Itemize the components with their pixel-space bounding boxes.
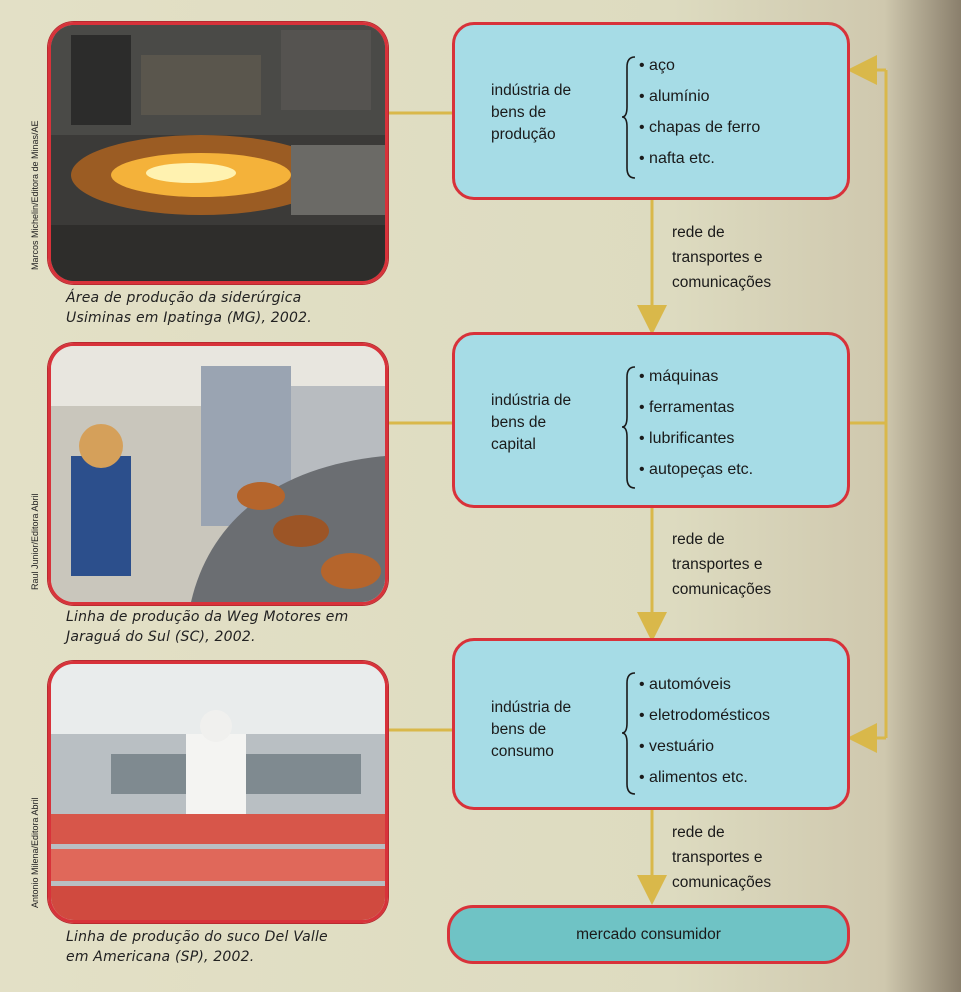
box-title: indústria de bens de consumo (491, 699, 572, 760)
brace-icon (621, 55, 639, 180)
photo-caption-2: Linha de produção da Weg Motores em Jaraguá do Sul (SC), 2002. (66, 609, 349, 645)
list-item: • lubrificantes (639, 423, 753, 454)
photo-credit-3: Antonio Milena/Editora Abril (30, 797, 40, 908)
list-item: • nafta etc. (639, 143, 760, 174)
box-title: indústria de bens de produção (491, 82, 572, 143)
brace-icon (621, 671, 639, 796)
list-item: • vestuário (639, 731, 770, 762)
box-consumer-goods (452, 638, 850, 810)
photo-caption-3: Linha de produção do suco Del Valle em Americana (SP), 2002. (66, 929, 328, 965)
box-title: indústria de bens de capital (491, 392, 572, 453)
list-item: • autopeças etc. (639, 454, 753, 485)
photo-caption-1: Área de produção da siderúrgica Usiminas em Ipatinga (MG), 2002. (66, 290, 312, 326)
list-item: • eletrodomésticos (639, 700, 770, 731)
product-list (639, 50, 760, 174)
box-capital-goods (452, 332, 850, 508)
photo-juice-line (48, 661, 388, 923)
brace-icon (621, 365, 639, 490)
list-item: • aço (639, 50, 760, 81)
list-item: • chapas de ferro (639, 112, 760, 143)
list-item: • automóveis (639, 669, 770, 700)
network-label-3: rede de transportes e comunicações (672, 824, 772, 891)
box-production-goods (452, 22, 850, 200)
list-item: • máquinas (639, 361, 753, 392)
box-consumer-market: mercado consumidor (447, 905, 850, 964)
photo-steel-mill (48, 22, 388, 284)
product-list (639, 361, 753, 485)
list-item: • ferramentas (639, 392, 753, 423)
network-label-2: rede de transportes e comunicações (672, 531, 772, 598)
product-list (639, 669, 770, 793)
photo-credit-1: Marcos Michelin/Editora de Minas/AE (30, 120, 40, 270)
photo-credit-2: Raul Junior/Editora Abril (30, 493, 40, 590)
network-label-1: rede de transportes e comunicações (672, 224, 772, 291)
photo-motor-line (48, 343, 388, 605)
list-item: • alumínio (639, 81, 760, 112)
list-item: • alimentos etc. (639, 762, 770, 793)
